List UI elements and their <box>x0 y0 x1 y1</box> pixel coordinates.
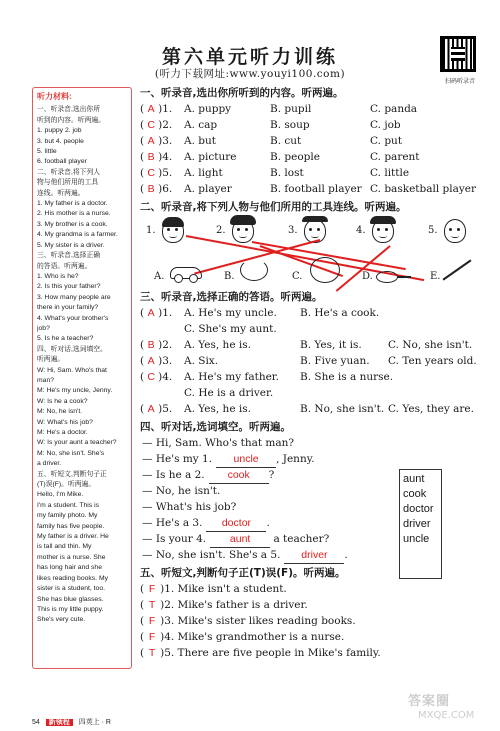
tool-label-c: C. <box>292 271 303 282</box>
answer-bracket: ( A )3. <box>140 355 173 367</box>
answer-mark[interactable]: B <box>147 183 155 195</box>
transcript-line: 1. puppy 2. job <box>37 127 82 135</box>
option-b[interactable]: B. lost <box>270 167 304 179</box>
option-a[interactable]: C. He is a driver. <box>184 387 274 399</box>
transcript-line: W: Hi, Sam. Who's that <box>37 366 107 374</box>
option-a[interactable]: A. but <box>184 135 216 147</box>
transcript-line: 5. little <box>37 148 57 156</box>
answer-bracket: ( F <box>140 631 160 643</box>
transcript-line: She's very cute. <box>37 616 86 624</box>
transcript-line: 4. What's your brother's <box>37 314 109 322</box>
option-c[interactable]: C. Yes, they are. <box>388 403 474 415</box>
answer-bracket: ( B )6. <box>140 183 173 195</box>
answer-mark[interactable]: A <box>147 135 155 147</box>
section1-rows <box>140 101 490 197</box>
option-a[interactable]: A. Yes, he is. <box>184 339 251 351</box>
fill-blank[interactable]: doctor <box>206 515 266 532</box>
answer-mark[interactable]: B <box>147 339 155 351</box>
question-number: )1. <box>158 307 173 319</box>
judgement-row <box>140 613 490 629</box>
answer-mark[interactable]: A <box>147 103 155 115</box>
transcript-line: M: No, she isn't. She's <box>37 449 105 457</box>
option-b[interactable]: B. cut <box>270 135 302 147</box>
answer-mark[interactable]: T <box>148 599 156 611</box>
section1-title: 一、听录音,选出你所听到的内容。听两遍。 <box>140 87 344 99</box>
word-bank-item: driver <box>403 518 431 530</box>
watermark-logo: 答案圈 <box>408 694 451 709</box>
person-num-3: 3. <box>288 225 298 236</box>
answer-bracket: ( T <box>140 599 160 611</box>
tool-label-b: B. <box>224 271 235 282</box>
option-c[interactable]: C. little <box>370 167 410 179</box>
question-row <box>140 401 490 417</box>
answer-mark[interactable]: A <box>147 403 155 415</box>
transcript-line: sister is a student, too. <box>37 585 106 593</box>
answer-bracket: ( B )2. <box>140 339 173 351</box>
section2-title: 二、听录音,将下列人物与他们所用的工具连线。听两遍。 <box>140 201 407 213</box>
section5-rows <box>140 581 490 661</box>
transcript-lines <box>37 105 127 625</box>
transcript-line: 1. My father is a doctor. <box>37 200 108 208</box>
option-b[interactable]: B. He's a cook. <box>300 307 380 319</box>
qr-code-icon[interactable] <box>440 36 476 72</box>
person-face-icon <box>444 219 466 243</box>
question-row <box>140 117 490 133</box>
dialogue-text-after: a teacher? <box>270 533 330 545</box>
section3-rows <box>140 305 490 417</box>
transcript-line: my family photo. My <box>37 512 98 520</box>
answer-bracket: ( A )1. <box>140 307 173 319</box>
option-b[interactable]: B. She is a nurse. <box>300 371 394 383</box>
dialogue-text: — Is he a 2. <box>142 469 205 481</box>
transcript-line: This is my little puppy. <box>37 605 104 613</box>
fill-blank[interactable]: driver <box>284 547 344 564</box>
transcript-line: 4. My grandma is a farmer. <box>37 231 118 239</box>
transcript-line: 的答语。听两遍。 <box>37 262 92 270</box>
word-bank-item: aunt <box>403 473 425 485</box>
transcript-line: 5. My sister is a driver. <box>37 241 105 249</box>
answer-mark[interactable]: F <box>148 583 156 595</box>
transcript-line: mother is a nurse. She <box>37 553 106 561</box>
question-row <box>140 165 490 181</box>
transcript-line: 四、听对话,选词填空。 <box>37 345 107 353</box>
transcript-line: 物与他们所用的工具 <box>37 179 99 187</box>
person-num-2: 2. <box>216 225 226 236</box>
question-number: )2. <box>158 339 173 351</box>
page-title: 第六单元听力训练 <box>161 46 338 68</box>
answer-bracket: ( F <box>140 583 160 595</box>
judgement-row <box>140 581 490 597</box>
judgement-row <box>140 629 490 645</box>
dialogue-text-after: . <box>344 549 348 561</box>
option-a[interactable]: A. picture <box>184 151 237 163</box>
dialogue-text-after: ? <box>268 469 275 481</box>
transcript-line: family has five people. <box>37 522 105 530</box>
answer-mark[interactable]: C <box>147 119 155 131</box>
option-a[interactable]: A. He's my uncle. <box>184 307 277 319</box>
answer-mark[interactable]: A <box>147 355 155 367</box>
question-row <box>140 385 490 401</box>
judgement-row <box>140 597 490 613</box>
transcript-line: has long hair and she <box>37 564 102 572</box>
transcript-line: 6. football player <box>37 158 87 166</box>
dialogue-text: — What's his job? <box>142 501 237 513</box>
transcript-line: 5. Is he a teacher? <box>37 335 94 343</box>
option-b[interactable]: B. football player <box>270 183 362 195</box>
question-number: )6. <box>158 183 173 195</box>
transcript-line: My father is a driver. He <box>37 533 109 541</box>
transcript-line: W: Is he a cook? <box>37 397 88 405</box>
option-b[interactable]: B. people <box>270 151 320 163</box>
judgement-row <box>140 645 490 661</box>
dialogue-line <box>140 435 490 451</box>
question-number: )5. <box>158 403 173 415</box>
question-row <box>140 101 490 117</box>
person-num-4: 4. <box>356 225 366 236</box>
hair-icon <box>302 216 328 222</box>
option-b[interactable]: B. pupil <box>270 103 312 115</box>
option-c[interactable]: C. basketball player <box>370 183 477 195</box>
qr-label: 扫码听录音 <box>444 78 475 85</box>
transcript-line: M: No, he isn't. <box>37 408 83 416</box>
transcript-line: there in your family? <box>37 304 99 312</box>
transcript-line: Hello, I'm Mike. <box>37 491 84 499</box>
tool-label-d: D. <box>362 271 373 282</box>
person-num-5: 5. <box>428 225 438 236</box>
answer-bracket: ( A )5. <box>140 403 173 415</box>
transcript-line: 1. Who is he? <box>37 272 79 280</box>
option-a[interactable]: A. Yes, he is. <box>184 403 251 415</box>
transcript-line: 连线。听两遍。 <box>37 189 85 197</box>
option-a[interactable]: A. light <box>184 167 223 179</box>
question-row <box>140 149 490 165</box>
option-c[interactable]: C. panda <box>370 103 418 115</box>
question-number: )4. <box>158 151 173 163</box>
transcript-line: M: He's a doctor. <box>37 429 88 436</box>
transcript-line: 二、听录音,将下列人 <box>37 168 101 176</box>
option-c[interactable]: C. parent <box>370 151 420 163</box>
matching-area <box>140 215 490 289</box>
answer-mark[interactable]: A <box>147 307 155 319</box>
option-c[interactable]: C. No, she isn't. <box>388 339 473 351</box>
question-row <box>140 133 490 149</box>
person-num-1: 1. <box>146 225 156 236</box>
transcript-line: (T)误(F)。听两遍。 <box>37 481 96 489</box>
option-c[interactable]: C. put <box>370 135 403 147</box>
answer-bracket: ( C )2. <box>140 119 173 131</box>
dialogue-text: — He's my 1. <box>142 453 213 465</box>
watermark-url: MXQE.COM <box>418 710 475 721</box>
transcript-line: 3. but 4. people <box>37 137 84 145</box>
answer-mark[interactable]: T <box>148 647 156 659</box>
transcript-line: 三、听录音,选择正确 <box>37 252 101 260</box>
option-a[interactable]: A. puppy <box>184 103 232 115</box>
word-bank-item: uncle <box>403 533 430 545</box>
car-icon <box>170 267 202 279</box>
transcript-line: M: He's my uncle, Jenny. <box>37 387 113 395</box>
word-bank <box>399 469 442 579</box>
fill-blank[interactable]: cook <box>209 467 269 484</box>
transcript-line: She has blue glasses. <box>37 595 104 603</box>
option-a[interactable]: A. cap <box>184 119 218 131</box>
dialogue-line <box>140 451 490 467</box>
transcript-line: likes reading books. My <box>37 574 109 582</box>
statement-text: )2. Mike's father is a driver. <box>160 599 308 611</box>
statement-text: )5. There are five people in Mike's family. <box>160 647 381 659</box>
section3-title: 三、听录音,选择正确的答语。听两遍。 <box>140 291 323 303</box>
dialogue-text: — He's a 3. <box>142 517 203 529</box>
option-a[interactable]: A. He's my father. <box>184 371 280 383</box>
option-a[interactable]: A. Six. <box>184 355 219 367</box>
answer-mark[interactable]: C <box>147 371 155 383</box>
question-number: )3. <box>158 135 173 147</box>
grade-label: 四英上 · R <box>78 719 111 726</box>
dialogue-text: — Hi, Sam. Who's that man? <box>142 437 295 449</box>
answer-bracket: ( A )3. <box>140 135 173 147</box>
answer-mark[interactable]: F <box>148 615 156 627</box>
transcript-line: W: What's his job? <box>37 418 93 426</box>
question-row <box>140 337 490 353</box>
fill-blank[interactable]: aunt <box>210 531 270 548</box>
dialogue-text-after: , Jenny. <box>276 453 315 465</box>
question-number: )3. <box>158 355 173 367</box>
transcript-line: 五、听短文,判断句子正 <box>37 470 107 478</box>
option-a[interactable]: A. player <box>184 183 232 195</box>
answer-mark[interactable]: C <box>147 167 155 179</box>
listening-transcript <box>32 87 132 669</box>
statement-text: )1. Mike isn't a student. <box>160 583 287 595</box>
transcript-line: a driver. <box>37 460 62 468</box>
question-row <box>140 305 490 321</box>
transcript-line: man? <box>37 376 55 384</box>
answer-mark[interactable]: B <box>147 151 155 163</box>
dialogue-text-after: . <box>266 517 270 529</box>
transcript-line: 3. My brother is a cook. <box>37 220 108 228</box>
transcript-line: I'm a student. This is <box>37 501 99 509</box>
option-b[interactable]: B. Five yuan. <box>300 355 370 367</box>
frying-pan-icon <box>376 271 398 283</box>
transcript-line: 听到的内容。听两遍。 <box>37 116 105 124</box>
word-bank-item: doctor <box>403 503 434 515</box>
option-c[interactable]: C. job <box>370 119 401 131</box>
answer-bracket: ( B )4. <box>140 151 173 163</box>
transcript-line: 一、听录音,选出你所 <box>37 106 101 114</box>
dialogue-text: — No, he isn't. <box>142 485 221 497</box>
answer-bracket: ( F <box>140 615 160 627</box>
statement-text: )3. Mike's sister likes reading books. <box>160 615 356 627</box>
transcript-heading: 听力材料: <box>37 92 72 101</box>
hair-icon <box>230 215 256 225</box>
question-row <box>140 353 490 369</box>
option-b[interactable]: B. soup <box>270 119 310 131</box>
question-number: )4. <box>158 371 173 383</box>
statement-text: )4. Mike's grandmother is a nurse. <box>160 631 345 643</box>
transcript-line: job? <box>37 324 50 332</box>
answer-mark[interactable]: F <box>148 631 156 643</box>
transcript-line: is tall and thin. My <box>37 543 92 551</box>
tool-label-a: A. <box>154 271 165 282</box>
option-c[interactable]: C. Ten years old. <box>388 355 477 367</box>
option-a[interactable]: C. She's my aunt. <box>184 323 277 335</box>
dialogue-text: — No, she isn't. She's a 5. <box>142 549 281 561</box>
word-bank-item: cook <box>403 488 427 500</box>
page-footer <box>32 717 111 727</box>
answer-bracket: ( A )1. <box>140 103 173 115</box>
answer-bracket: ( C )4. <box>140 371 173 383</box>
question-row <box>140 369 490 385</box>
answer-bracket: ( T <box>140 647 160 659</box>
hair-icon <box>162 217 184 227</box>
rope-icon <box>310 257 340 283</box>
transcript-line: W: Is your aunt a teacher? <box>37 439 117 447</box>
hair-icon <box>370 216 396 224</box>
thermometer-icon <box>443 259 472 280</box>
question-row <box>140 181 490 197</box>
tool-label-e: E. <box>430 271 441 282</box>
brand-logo: 新领程 <box>46 719 73 726</box>
transcript-line: 3. How many people are <box>37 293 111 301</box>
question-number: )5. <box>158 167 173 179</box>
transcript-line: 2. Is this your father? <box>37 283 101 291</box>
page-number: 54 <box>32 719 40 726</box>
fill-blank[interactable]: uncle <box>216 451 276 468</box>
match-line[interactable] <box>336 245 391 292</box>
transcript-line: 听两遍。 <box>37 356 65 364</box>
transcript-line: 2. His mother is a nurse. <box>37 210 111 218</box>
stethoscope-icon <box>240 259 268 281</box>
question-number: )1. <box>158 103 173 115</box>
question-row <box>140 321 490 337</box>
question-number: )2. <box>158 119 173 131</box>
option-b[interactable]: B. No, she isn't. <box>300 403 385 415</box>
section5-title: 五、听短文,判断句子正(T)误(F)。听两遍。 <box>140 567 346 579</box>
download-url: (听力下载网址:www.youyi100.com) <box>154 68 346 80</box>
option-b[interactable]: B. Yes, it is. <box>300 339 362 351</box>
section4-title: 四、听对话,选词填空。听两遍。 <box>140 421 291 433</box>
dialogue-text: — Is your 4. <box>142 533 207 545</box>
answer-bracket: ( C )5. <box>140 167 173 179</box>
